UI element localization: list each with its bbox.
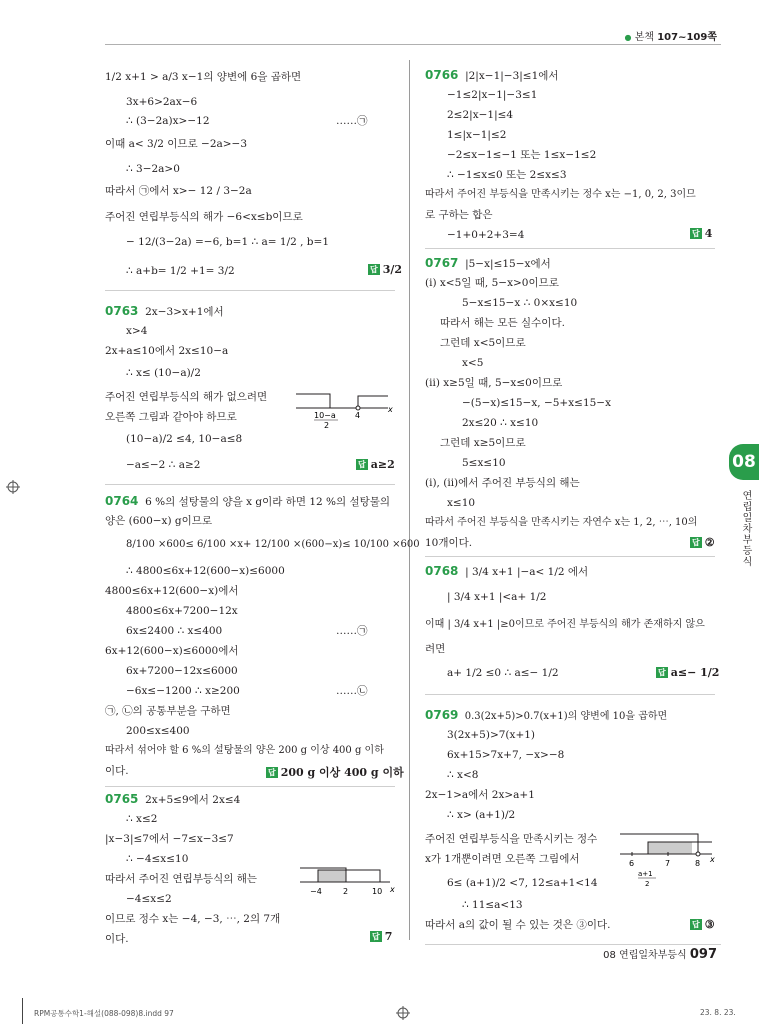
text-line: 6x+7200−12x≤6000 [126,665,238,677]
text-line: x<5 [462,357,484,369]
problem-0767 [425,256,551,271]
problem-0765 [105,792,240,807]
print-date: 23. 8. 23. [700,1008,736,1017]
answer-0768 [656,666,719,679]
text-line: a+ 1/2 ≤0 ∴ a≤− 1/2 [447,667,559,679]
text-line: −(5−x)≤15−x, −5+x≤15−x [462,397,612,409]
footer-page [603,946,717,962]
fig-label: 7 [665,859,671,868]
text-line: 1/2 x+1 > a/3 x−1의 양변에 6을 곱하면 [105,71,302,83]
text-line: 2x−3>x+1에서 [145,306,224,318]
header-bullet: ● [624,33,632,42]
registration-mark-icon [396,1006,410,1020]
text-line: ∴ 11≤a<13 [462,899,523,911]
text-line: 주어진 연립부등식을 만족시키는 정수 [425,833,598,845]
text-line: 따라서 ㉠에서 x>− 12 / 3−2a [105,185,252,197]
problem-number: 0769 [425,708,459,722]
text-line: 5≤x≤10 [462,457,506,469]
text-line: 2x−1>a에서 2x>a+1 [425,789,535,801]
text-line: 따라서 주어진 연립부등식의 해는 [105,873,258,885]
problem-0763 [105,304,224,319]
text-line: 2x+5≤9에서 2x≤4 [145,794,241,806]
footer-chapter: 08 연립일차부등식 [603,950,687,961]
problem-0766 [425,68,559,83]
fig-label: −4 [310,887,322,896]
fig-label: 4 [355,411,361,420]
text-line: 6x≤2400 ∴ x≤400 [126,625,223,637]
answer-value: 4 [704,227,713,240]
problem-number: 0764 [105,494,139,508]
answer-0769 [690,918,715,931]
text-line: 200≤x≤400 [126,725,190,737]
answer-value: 3/2 [382,263,403,276]
fig-var: x [388,405,393,414]
fig-var: x [710,855,715,864]
text-line: x가 1개뿐이려면 오른쪽 그림에서 [425,853,580,865]
text-line: ∴ a+b= 1/2 +1= 3/2 [126,265,235,277]
text-line: −6x≤−1200 ∴ x≥200 [126,685,240,697]
text-line: 려면 [425,643,446,655]
fig-var: x [390,885,395,894]
problem-number: 0766 [425,68,459,82]
text-line: 따라서 해는 모든 실수이다. [440,317,565,329]
print-file-info: RPM공통수학1-해설(088-098)8.indd 97 [34,1009,174,1018]
answer-value: ② [704,536,715,549]
text-line: ∴ 4800≤6x+12(600−x)≤6000 [126,565,285,577]
problem-number: 0765 [105,792,139,806]
fig-label: 2 [343,887,349,896]
text-line: |2|x−1|−3|≤1에서 [465,70,559,82]
text-line: 6 %의 설탕물의 양을 x g이라 하면 12 %의 설탕물의 [145,496,391,508]
number-line-figure-1 [292,386,396,430]
text-line: 6x+15>7x+7, −x>−8 [447,749,565,761]
text-line: 주어진 연립부등식의 해가 −6<x≤b이므로 [105,211,303,223]
text-line: 2x≤20 ∴ x≤10 [462,417,539,429]
text-line: 10개이다. [425,537,473,549]
text-line: 8/100 ×600≤ 6/100 ×x+ 12/100 ×(600−x)≤ 10/100 ×600 [126,539,420,550]
text-line: ∴ 3−2a>0 [126,163,180,175]
chapter-tab: 08 [729,444,759,480]
text-line: |x−3|≤7에서 −7≤x−3≤7 [105,833,234,845]
equation-mark: ……㉠ [336,115,368,127]
text-line: 오른쪽 그림과 같아야 하므로 [105,411,237,423]
answer-box: 답 [268,768,276,777]
equation-mark: ……㉡ [336,685,368,697]
fig-label: 8 [695,859,701,868]
text-line: 5−x≤15−x ∴ 0×x≤10 [462,297,578,309]
text-line: 6≤ (a+1)/2 <7, 12≤a+1<14 [447,877,598,889]
text-line: −a≤−2 ∴ a≥2 [126,459,201,471]
fig-label: a+1 [638,870,653,878]
answer-value: 7 [384,930,393,943]
text-line: x>4 [126,325,148,337]
number-line-figure-2 [296,860,396,904]
text-line: ∴ x> (a+1)/2 [447,809,516,821]
text-line: (ⅰ) x<5일 때, 5−x>0이므로 [425,277,559,289]
text-line: 주어진 연립부등식의 해가 없으려면 [105,391,268,403]
text-line: 이다. [105,933,129,945]
text-line: 로 구하는 합은 [425,209,493,221]
text-line: 그런데 x<5이므로 [440,337,526,349]
text-line: −1≤2|x−1|−3≤1 [447,89,538,101]
answer-0762 [368,263,402,276]
fig-label: 2 [324,421,330,430]
text-line: −1+0+2+3=4 [447,229,525,241]
text-line: 2x+a≤10에서 2x≤10−a [105,345,229,357]
chapter-title-vertical: 연립일차부등식 [740,490,751,567]
text-line: ∴ (3−2a)x>−12 [126,115,210,127]
header-pages: 107~109쪽 [657,32,717,43]
text-line: 2≤2|x−1|≤4 [447,109,514,121]
text-line: 따라서 주어진 부등식을 만족시키는 정수 x는 −1, 0, 2, 3이므 [425,189,696,200]
page-number: 097 [689,947,717,962]
text-line: 양은 (600−x) g이므로 [105,515,213,527]
answer-value: 200 g 이상 400 g 이하 [280,766,404,779]
text-line: 3x+6>2ax−6 [126,96,198,108]
answer-value: a≥2 [370,458,395,471]
answer-0765 [370,930,392,943]
answer-value: ③ [704,918,715,931]
text-line: ㉠, ㉡의 공통부분을 구하면 [105,705,231,717]
answer-0767 [690,536,715,549]
text-line: −4≤x≤2 [126,893,172,905]
header-section: 본책 [634,32,655,43]
answer-value: a≤− 1/2 [670,666,720,679]
answer-box: 답 [372,932,380,941]
text-line: ∴ −4≤x≤10 [126,853,189,865]
text-line: 이때 a< 3/2 이므로 −2a>−3 [105,138,248,150]
text-line: x≤10 [447,497,476,509]
text-line: 따라서 a의 값이 될 수 있는 것은 ③이다. [425,919,611,931]
answer-box: 답 [692,538,700,547]
problem-number: 0763 [105,304,139,318]
text-line: 따라서 주어진 부등식을 만족시키는 자연수 x는 1, 2, ⋯, 10의 [425,517,698,528]
header-ref [625,28,717,43]
text-line: ∴ x≤2 [126,813,158,825]
text-line: 이다. [105,765,129,777]
text-line: 6x+12(600−x)≤6000에서 [105,645,239,657]
equation-mark: ……㉠ [336,625,368,637]
answer-0766 [690,227,712,240]
text-line: 4800≤6x+12(600−x)에서 [105,585,239,597]
text-line: (ⅰ), (ⅱ)에서 주어진 부등식의 해는 [425,477,580,489]
problem-0769 [425,708,667,724]
answer-0764 [266,764,404,780]
text-line: −2≤x−1≤−1 또는 1≤x−1≤2 [447,149,597,161]
text-line: ∴ x≤ (10−a)/2 [126,367,201,379]
text-line: ∴ x<8 [447,769,479,781]
problem-0764 [105,494,390,509]
problem-number: 0768 [425,564,459,578]
text-line: 그런데 x≥5이므로 [440,437,526,449]
problem-0768 [425,564,588,579]
answer-0763 [356,458,395,471]
fig-label: 10 [372,887,383,896]
text-line: 4800≤6x+7200−12x [126,605,238,617]
text-line: (ⅱ) x≥5일 때, 5−x≤0이므로 [425,377,563,389]
text-line: 1≤|x−1|≤2 [447,129,507,141]
problem-number: 0767 [425,256,459,270]
answer-box: 답 [658,668,666,677]
text-line: (10−a)/2 ≤4, 10−a≤8 [126,433,243,445]
registration-mark-icon [6,480,20,494]
fig-label: 10−a [314,411,336,420]
text-line: 3(2x+5)>7(x+1) [447,729,536,741]
text-line: 0.3(2x+5)>0.7(x+1)의 양변에 10을 곱하면 [464,711,668,722]
fig-label: 6 [629,859,635,868]
text-line: |5−x|≤15−x에서 [465,258,551,270]
text-line: | 3/4 x+1 |<a+ 1/2 [447,591,547,603]
text-line: ∴ −1≤x≤0 또는 2≤x≤3 [447,169,567,181]
text-line: 따라서 섞어야 할 6 %의 설탕물의 양은 200 g 이상 400 g 이하 [105,745,384,756]
text-line: 이므로 정수 x는 −4, −3, ⋯, 2의 7개 [105,913,281,925]
fig-label: 2 [645,880,650,888]
answer-box: 답 [692,920,700,929]
text-line: 이때 | 3/4 x+1 |≥0이므로 주어진 부등식의 해가 존재하지 않으 [425,619,705,630]
number-line-figure-3 [618,828,720,890]
text-line: | 3/4 x+1 |−a< 1/2 에서 [465,566,589,578]
text-line: − 12/(3−2a) =−6, b=1 ∴ a= 1/2 , b=1 [126,236,329,248]
answer-box: 답 [370,265,378,274]
answer-box: 답 [692,229,700,238]
answer-box: 답 [358,460,366,469]
